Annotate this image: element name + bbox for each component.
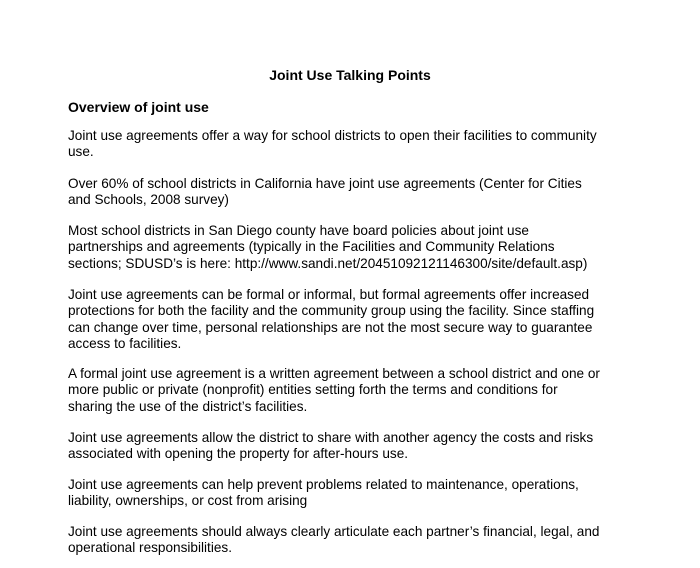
paragraph-4 (68, 287, 658, 353)
paragraph-line: partnerships and agreements (typically in the Facilities and Community Relations (68, 239, 555, 255)
paragraph-line: Joint use agreements should always clearly articulate each partner’s financial, legal, and (68, 524, 600, 539)
paragraph-line: A formal joint use agreement is a written agreement between a school district and one or (68, 366, 600, 381)
paragraph-line: liability, ownerships, or cost from arising (68, 493, 308, 509)
paragraph-6 (68, 430, 658, 463)
paragraph-line: and Schools, 2008 survey) (68, 192, 229, 208)
document-title: Joint Use Talking Points (269, 67, 431, 83)
paragraph-line: associated with opening the property for after-hours use. (68, 446, 409, 462)
paragraph-line: can change over time, personal relationships are not the most secure way to guarantee (68, 319, 593, 335)
paragraph-line: more public or private (nonprofit) entities setting forth the terms and conditions for (68, 382, 558, 398)
paragraph-7 (68, 477, 658, 510)
paragraph-line: Joint use agreements offer a way for school districts to open their facilities to community (68, 128, 597, 143)
paragraph-line: access to facilities. (68, 336, 182, 352)
paragraph-line: Most school districts in San Diego county have board policies about joint use (68, 223, 529, 238)
paragraph-line: Joint use agreements allow the district to share with another agency the costs and risks (68, 430, 594, 445)
section-heading: Overview of joint use (68, 99, 209, 115)
paragraph-line: protections for both the facility and the community group using the facility. Since staffing (68, 303, 595, 319)
paragraph-8 (68, 524, 658, 557)
paragraph-line: operational responsibilities. (68, 540, 232, 556)
paragraph-line: use. (68, 144, 94, 160)
paragraph-line: Joint use agreements can be formal or informal, but formal agreements offer increased (68, 287, 590, 302)
paragraph-line: sections; SDUSD’s is here: http://www.sandi.net/20451092121146300/site/default.asp) (68, 255, 588, 271)
paragraph-5 (68, 366, 658, 415)
paragraph-1 (68, 128, 658, 161)
paragraph-line: sharing the use of the district’s facilities. (68, 398, 308, 414)
paragraph-2 (68, 176, 658, 209)
paragraph-line: Joint use agreements can help prevent problems related to maintenance, operations, (68, 477, 579, 492)
paragraph-line: Over 60% of school districts in California have joint use agreements (Center for Cities (68, 176, 582, 191)
paragraph-3 (68, 223, 658, 272)
